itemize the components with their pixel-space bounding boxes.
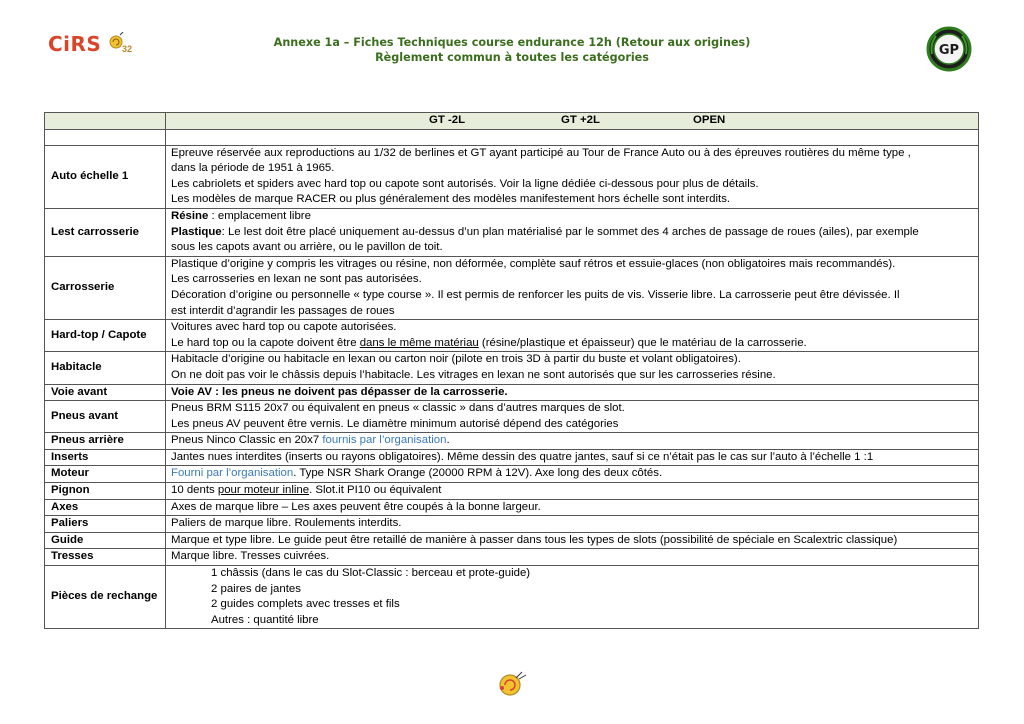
logo-sub: 32 — [122, 44, 133, 54]
row-content — [166, 566, 979, 629]
row-label: Voie avant — [45, 384, 166, 401]
category-cell — [166, 113, 979, 130]
table-row — [45, 208, 979, 256]
gp-emblem-icon — [926, 26, 972, 72]
snail-footer-icon — [494, 668, 530, 698]
header-empty-cell — [45, 113, 166, 130]
row-label: Pneus avant — [45, 401, 166, 433]
row-content — [166, 320, 979, 352]
row-content: Voie AV : les pneus ne doivent pas dépasser de la carrosserie. — [166, 384, 979, 401]
row-content: Jantes nues interdites (inserts ou rayons obligatoires). Même dessin des quatre jantes, sauf si ce n’était pas le cas sur l’auto à l’échelle 1 :1 — [166, 449, 979, 466]
text-line: Les carrosseries en lexan ne sont pas autorisées. — [171, 273, 422, 286]
row-label: Carrosserie — [45, 256, 166, 319]
text-line: Habitacle d’origine ou habitacle en lexan ou carton noir (pilote en trois 3D à partir du buste et volant obligatoires). — [171, 353, 741, 366]
table-row — [45, 352, 979, 384]
row-label: Inserts — [45, 449, 166, 466]
list-item: 2 guides complets avec tresses et fils — [211, 598, 400, 611]
text-line: Pneus BRM S115 20x7 ou équivalent en pneus « classic » dans d’autres marques de slot. — [171, 402, 625, 415]
category-header-row — [45, 113, 979, 130]
text-line: Décoration d’origine ou personnelle « type course ». Il est permis de renforcer les puits de vis. Visserie libre. La carrosserie peut être dévissée. Il — [171, 288, 900, 301]
row-content — [166, 256, 979, 319]
text-line: sous les capots avant ou arrière, ou le pavillon de toit. — [171, 241, 443, 254]
category-open: OPEN — [693, 114, 726, 126]
row-content — [166, 466, 979, 483]
row-label: Pignon — [45, 483, 166, 500]
row-content: Marque libre. Tresses cuivrées. — [166, 549, 979, 566]
text-line: Les cabriolets et spiders avec hard top ou capote sont autorisés. Voir la ligne dédiée ci-dessous pour plus de détails. — [171, 177, 759, 190]
row-content — [166, 483, 979, 500]
row-content — [166, 208, 979, 256]
table-row — [45, 320, 979, 352]
table-row — [45, 256, 979, 319]
table-row — [45, 499, 979, 516]
category-gt-minus-2l: GT -2L — [429, 114, 466, 126]
empty-row — [45, 129, 979, 145]
header-subtitle: Règlement commun à toutes les catégories — [375, 51, 649, 64]
text: Le hard top ou la capote doivent être — [171, 336, 360, 349]
row-label: Tresses — [45, 549, 166, 566]
row-content: Axes de marque libre – Les axes peuvent être coupés à la bonne largeur. — [166, 499, 979, 516]
list-item: 1 châssis (dans le cas du Slot-Classic : berceau et prote-guide) — [211, 567, 531, 580]
text-line: est interdit d’agrandir les passages de roues — [171, 304, 395, 317]
text-line: Voitures avec hard top ou capote autorisées. — [171, 321, 397, 334]
header-title: Annexe 1a – Fiches Techniques course endurance 12h (Retour aux origines) — [273, 36, 751, 49]
underlined-text: dans le même matériau — [359, 336, 479, 349]
empty-cell — [166, 129, 979, 145]
table-row — [45, 433, 979, 450]
bold-text: Plastique — [171, 225, 222, 238]
table-row — [45, 384, 979, 401]
row-label: Pièces de rechange — [45, 566, 166, 629]
text-line: On ne doit pas voir le châssis depuis l’habitacle. Les vitrages en lexan ne sont autorisés que sur les carrosseries résine. — [171, 368, 776, 381]
logo-text: CiRS — [48, 32, 102, 56]
table-row — [45, 549, 979, 566]
row-label: Lest carrosserie — [45, 208, 166, 256]
table-row — [45, 566, 979, 629]
text: . Type NSR Shark Orange (20000 RPM à 12V). Axe long des deux côtés. — [293, 467, 663, 480]
text: : Le lest doit être placé uniquement au-dessus d’un plan matérialisé par le sommet des 4 arches de passage de roues (ailes), par exemple — [221, 225, 919, 238]
spec-table — [44, 112, 979, 629]
text-line: dans la période de 1951 à 1965. — [171, 162, 335, 175]
table-row — [45, 483, 979, 500]
text: . Slot.it PI10 ou équivalent — [309, 484, 442, 497]
text-line — [171, 225, 974, 241]
table-row — [45, 145, 979, 208]
table-row — [45, 466, 979, 483]
text-line — [171, 336, 974, 352]
row-label: Paliers — [45, 516, 166, 533]
text: (résine/plastique et épaisseur) que le matériau de la carrosserie. — [478, 336, 807, 349]
table-row — [45, 401, 979, 433]
table-row — [45, 532, 979, 549]
svg-text:GP: GP — [938, 43, 960, 58]
category-gt-plus-2l: GT +2L — [561, 114, 600, 126]
text-line: Les pneus AV peuvent être vernis. Le diamètre minimum autorisé dépend des catégories — [171, 417, 619, 430]
text-line: Plastique d’origine y compris les vitrages ou résine, non déformée, complète sauf rétros et essuie-glaces (non obligatoires mais recommandés). — [171, 257, 896, 270]
cirso-logo — [48, 30, 140, 60]
row-label: Auto échelle 1 — [45, 145, 166, 208]
text-line — [171, 209, 974, 225]
table-row — [45, 449, 979, 466]
underlined-text: pour moteur inline — [217, 484, 310, 497]
row-label: Hard-top / Capote — [45, 320, 166, 352]
row-label: Pneus arrière — [45, 433, 166, 450]
list-item: 2 paires de jantes — [211, 582, 301, 595]
document-header — [200, 35, 824, 65]
list-item: Autres : quantité libre — [211, 613, 319, 626]
highlight-text: Fourni par l’organisation — [171, 467, 294, 480]
row-label: Moteur — [45, 466, 166, 483]
row-label: Guide — [45, 532, 166, 549]
row-label: Habitacle — [45, 352, 166, 384]
text: . — [446, 434, 450, 447]
text: Pneus Ninco Classic en 20x7 — [171, 434, 323, 447]
highlight-text: fournis par l’organisation — [322, 434, 447, 447]
table-row — [45, 516, 979, 533]
text: : emplacement libre — [208, 209, 311, 222]
row-content — [166, 401, 979, 433]
row-label: Axes — [45, 499, 166, 516]
empty-cell — [45, 129, 166, 145]
text: 10 dents — [171, 484, 218, 497]
bold-text: Résine — [171, 209, 209, 222]
row-content — [166, 352, 979, 384]
text-line: Epreuve réservée aux reproductions au 1/32 de berlines et GT ayant participé au Tour de France Auto ou à des épreuves routières du même type , — [171, 146, 911, 159]
row-content — [166, 433, 979, 450]
row-content: Paliers de marque libre. Roulements interdits. — [166, 516, 979, 533]
row-content — [166, 145, 979, 208]
text-line: Les modèles de marque RACER ou plus généralement des modèles manifestement hors échelle sont interdits. — [171, 193, 731, 206]
row-content: Marque et type libre. Le guide peut être retaillé de manière à passer dans tous les types de slots (possibilité de spéciale en Scalextric classique) — [166, 532, 979, 549]
